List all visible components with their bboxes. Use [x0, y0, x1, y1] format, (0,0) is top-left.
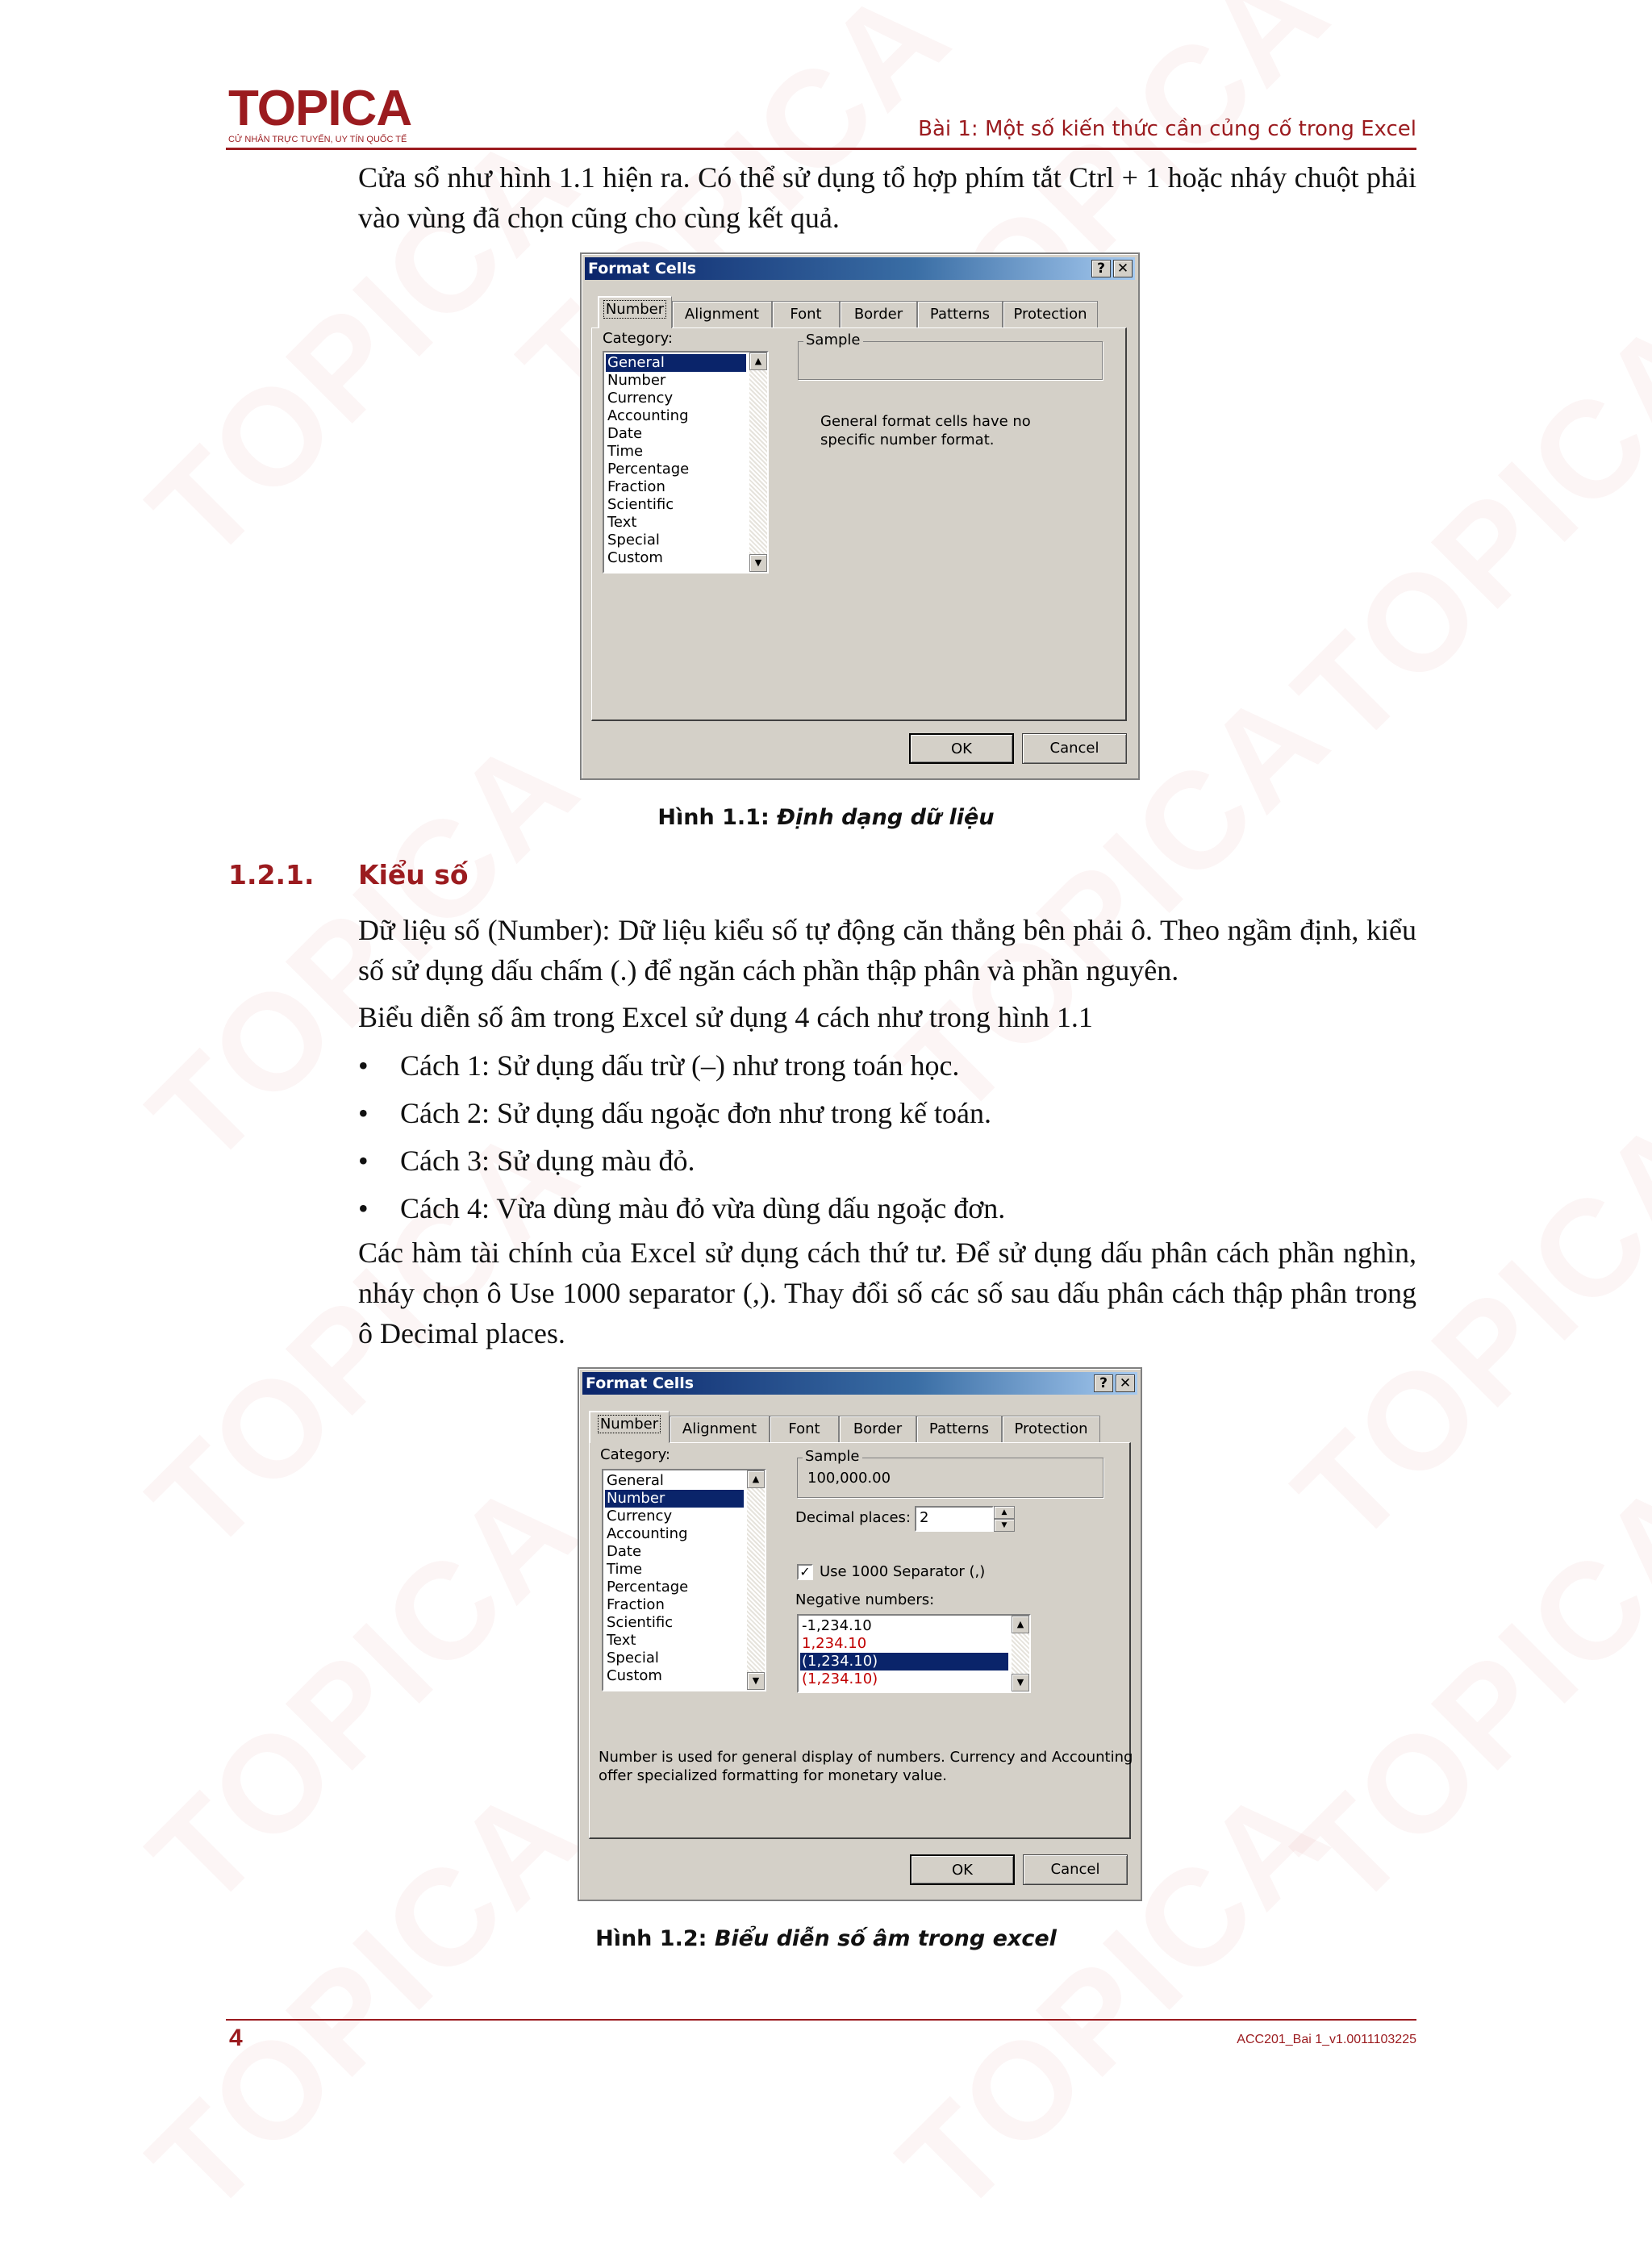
caption-prefix: Hình 1.1: — [657, 805, 770, 830]
list-item[interactable]: Number — [607, 372, 666, 389]
list-item[interactable]: Special — [607, 1650, 659, 1666]
dialog-title: Format Cells — [588, 260, 697, 277]
dialog-title-bar — [582, 1372, 1137, 1395]
list-item[interactable]: -1,234.10 — [802, 1617, 872, 1634]
list-item[interactable]: Time — [607, 1561, 643, 1578]
separator-label[interactable]: Use 1000 Separator (,) — [820, 1563, 986, 1580]
tab-font[interactable]: Font — [770, 1416, 839, 1443]
decimal-places-input[interactable]: 2 — [915, 1506, 994, 1532]
list-item[interactable]: General — [607, 1472, 664, 1489]
tab-font[interactable]: Font — [772, 301, 840, 328]
sample-value: 100,000.00 — [807, 1470, 891, 1487]
dialog-title-bar — [585, 257, 1135, 280]
watermark — [1265, 286, 1652, 776]
ok-button[interactable]: OK — [909, 733, 1014, 764]
close-icon[interactable]: ✕ — [1113, 260, 1133, 277]
cancel-button[interactable]: Cancel — [1022, 733, 1127, 764]
sample-label: Sample — [803, 1448, 862, 1465]
tab-border[interactable]: Border — [839, 1416, 916, 1443]
figure-caption-2 — [0, 1926, 1652, 1951]
category-list[interactable] — [602, 1469, 766, 1691]
scroll-up-icon[interactable]: ▲ — [749, 352, 767, 370]
caption-prefix: Hình 1.2: — [595, 1926, 707, 1951]
scroll-up-icon[interactable]: ▲ — [747, 1470, 765, 1488]
bullet-text: Cách 4: Vừa dùng màu đỏ vừa dùng dấu ngoặc đơn. — [400, 1192, 1006, 1224]
category-label: Category: — [600, 1446, 670, 1463]
watermark — [1265, 1447, 1652, 1937]
help-button[interactable]: ? — [1091, 260, 1111, 277]
bullet-icon: • — [358, 1145, 369, 1177]
bullet-icon: • — [358, 1097, 369, 1129]
close-icon[interactable]: ✕ — [1116, 1374, 1135, 1392]
tab-number[interactable]: Number — [589, 1411, 670, 1443]
scroll-up-icon[interactable]: ▲ — [1012, 1616, 1029, 1633]
tab-protection[interactable]: Protection — [1003, 301, 1098, 328]
help-button[interactable]: ? — [1094, 1374, 1113, 1392]
negative-numbers-label: Negative numbers: — [795, 1591, 935, 1608]
watermark — [119, 1447, 610, 1937]
caption-text: Biểu diễn số âm trong excel — [714, 1926, 1057, 1951]
bullet-text: Cách 3: Sử dụng màu đỏ. — [400, 1145, 695, 1177]
format-description — [820, 412, 1031, 449]
category-label: Category: — [603, 330, 673, 347]
list-item[interactable]: Date — [607, 1543, 642, 1560]
caption-text: Định dạng dữ liệu — [777, 805, 995, 830]
footer-divider — [226, 2019, 1416, 2021]
format-cells-dialog-1 — [580, 252, 1140, 780]
bullet-icon: • — [358, 1049, 369, 1082]
description-line: specific number format. — [820, 432, 995, 448]
description-line: General format cells have no — [820, 413, 1031, 430]
list-item[interactable]: Date — [607, 425, 643, 442]
intro-paragraph: Cửa sổ như hình 1.1 hiện ra. Có thể sử dụng tổ hợp phím tắt Ctrl + 1 hoặc nháy chuột phải vào vùng đã chọn cũng cho cùng kết quả. — [358, 161, 1416, 234]
section-number: 1.2.1. — [228, 859, 315, 891]
tab-patterns[interactable]: Patterns — [917, 301, 1003, 328]
list-item[interactable]: Time — [607, 443, 644, 460]
list-item[interactable]: Percentage — [607, 461, 690, 478]
document-code: ACC201_Bai 1_v1.0011103225 — [1237, 2033, 1416, 2046]
tab-alignment[interactable]: Alignment — [672, 301, 772, 328]
description-line: Number is used for general display of numbers. Currency and Accounting — [599, 1749, 1133, 1766]
list-item[interactable]: Custom — [607, 549, 663, 566]
list-item[interactable]: Accounting — [607, 1525, 688, 1542]
tab-alignment[interactable]: Alignment — [670, 1416, 770, 1443]
category-list[interactable] — [603, 351, 769, 574]
list-item[interactable]: Scientific — [607, 1614, 674, 1631]
paragraph-negative-numbers: Biểu diễn số âm trong Excel sử dụng 4 cách như trong hình 1.1 — [358, 1001, 1093, 1033]
tab-number[interactable]: Number — [598, 296, 672, 328]
format-cells-dialog-2 — [578, 1367, 1142, 1901]
bullet-text: Cách 1: Sử dụng dấu trừ (–) như trong toán học. — [400, 1049, 960, 1082]
list-item[interactable]: (1,234.10) — [800, 1653, 1008, 1670]
list-item[interactable]: Currency — [607, 390, 674, 407]
header-divider — [226, 148, 1416, 150]
figure-caption-1 — [0, 805, 1652, 830]
list-item[interactable]: Scientific — [607, 496, 674, 513]
ok-button[interactable]: OK — [910, 1854, 1015, 1885]
scroll-down-icon[interactable]: ▼ — [749, 554, 767, 572]
paragraph-number-data: Dữ liệu số (Number): Dữ liệu kiểu số tự động căn thẳng bên phải ô. Theo ngầm định, kiểu số sử dụng dấu chấm (.) để ngăn cách phần thập phân và phần nguyên. — [358, 914, 1416, 986]
tab-patterns[interactable]: Patterns — [916, 1416, 1002, 1443]
separator-checkbox[interactable]: ✓ — [797, 1564, 813, 1580]
category-scrollbar[interactable] — [749, 352, 767, 572]
watermark — [119, 1754, 610, 2244]
list-item[interactable]: Currency — [607, 1508, 673, 1525]
tab-border[interactable]: Border — [840, 301, 917, 328]
spin-down-icon[interactable]: ▼ — [994, 1519, 1015, 1532]
negative-scrollbar[interactable] — [1012, 1616, 1029, 1691]
description-line: offer specialized formatting for monetary value. — [599, 1767, 948, 1784]
topica-logo — [228, 81, 412, 145]
sample-groupbox — [798, 332, 1103, 380]
tab-protection[interactable]: Protection — [1002, 1416, 1100, 1443]
section-title: Kiểu số — [358, 859, 469, 891]
list-item[interactable]: Fraction — [607, 1596, 665, 1613]
list-item[interactable]: Text — [607, 514, 637, 531]
list-item[interactable]: (1,234.10) — [802, 1670, 878, 1687]
negative-numbers-list[interactable] — [797, 1614, 1031, 1693]
category-scrollbar[interactable] — [747, 1470, 765, 1690]
list-item[interactable]: Number — [605, 1490, 744, 1508]
list-item[interactable]: Text — [607, 1632, 636, 1649]
dialog-title: Format Cells — [586, 1374, 695, 1392]
list-item[interactable]: Fraction — [607, 478, 665, 495]
cancel-button[interactable]: Cancel — [1023, 1854, 1128, 1885]
paragraph-financial-functions: Các hàm tài chính của Excel sử dụng cách thứ tư. Để sử dụng dấu phân cách phần nghìn, nháy chọn ô Use 1000 separator (,). Thay đổi số các số sau dấu phân cách thập phân trong ô Decimal places. — [358, 1237, 1416, 1349]
list-item[interactable]: Custom — [607, 1667, 662, 1684]
logo-text: TOPICA — [228, 81, 412, 136]
sample-label: Sample — [803, 332, 863, 348]
sample-groupbox — [797, 1448, 1103, 1498]
decimal-places-spinner[interactable] — [994, 1506, 1015, 1532]
bullet-icon: • — [358, 1192, 369, 1224]
format-description — [599, 1748, 1133, 1785]
list-item[interactable]: Percentage — [607, 1579, 689, 1595]
list-item[interactable]: Accounting — [607, 407, 689, 424]
scroll-down-icon[interactable]: ▼ — [1012, 1674, 1029, 1691]
running-header: Bài 1: Một số kiến thức cần củng cố trong Excel — [918, 117, 1416, 141]
scroll-down-icon[interactable]: ▼ — [747, 1672, 765, 1690]
decimal-places-label: Decimal places: — [795, 1509, 911, 1526]
list-item[interactable]: 1,234.10 — [802, 1635, 867, 1652]
bullet-text: Cách 2: Sử dụng dấu ngoặc đơn như trong kế toán. — [400, 1097, 991, 1129]
list-item[interactable]: General — [606, 354, 746, 372]
spin-up-icon[interactable]: ▲ — [994, 1506, 1015, 1519]
list-item[interactable]: Special — [607, 532, 660, 548]
logo-tagline: CỬ NHÂN TRỰC TUYẾN, UY TÍN QUỐC TẾ — [228, 135, 407, 144]
page-number: 4 — [229, 2025, 243, 2051]
